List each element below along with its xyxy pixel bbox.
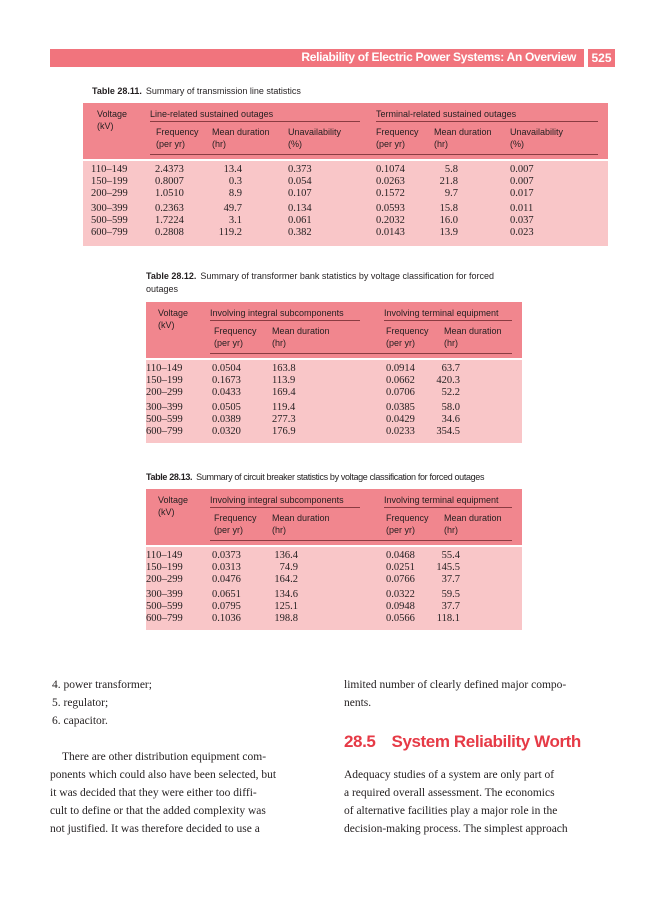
table2-cell: 0.0662 [386,375,415,386]
table1-cell: 5.8 [444,164,458,175]
table1-sub-header: Unavailability [288,127,342,137]
running-header-bar [50,49,584,67]
table2-label: Table 28.12. [146,271,197,281]
table2-cell: 0.0389 [212,414,241,425]
table1-cell: 13.4 [223,164,242,175]
table2-cell-voltage: 500–599 [146,414,183,425]
table3-cell-voltage: 600–799 [146,613,183,624]
table1-cell: 0.0143 [376,227,405,238]
table1-sub-header: Frequency [376,127,419,137]
table2-cell: 0.0233 [386,426,415,437]
table2-cell: 354.5 [436,426,460,437]
table-row [83,203,608,215]
table1-cell: 21.8 [439,176,458,187]
text-line: a required overall assessment. The economics [344,787,555,799]
table-row [146,387,522,399]
table3-cell: 0.0766 [386,574,415,585]
table-row [146,601,522,613]
table1-cell: 0.054 [288,176,312,187]
table3-cell-voltage: 110–149 [146,550,183,561]
table1-cell: 0.0593 [376,203,405,214]
table3-sub-header: Frequency [214,513,257,523]
table1-cell: 119.2 [218,227,242,238]
table-row [83,188,608,200]
table-row [146,402,522,414]
table1-body [83,161,608,246]
table3-cell: 0.1036 [212,613,241,624]
table3-body [146,547,522,630]
table3-cell: 136.4 [274,550,298,561]
text-line: Adequacy studies of a system are only part of [344,769,555,781]
section-number: 28.5 [344,732,376,751]
table3-label: Table 28.13. [146,472,193,482]
table3-cell: 0.0948 [386,601,415,612]
text-line: ponents which could also have been selected, but [50,769,277,781]
table2-sub-header: Frequency [386,326,429,336]
table1-cell: 0.007 [510,164,534,175]
table1-group2-rule [376,121,598,122]
table3-cell: 0.0251 [386,562,415,573]
running-header-title: Reliability of Electric Power Systems: An Overview [301,50,576,64]
table1-cell-voltage: 200–299 [91,188,128,199]
right-paragraph-top [344,676,614,712]
table1-cell: 0.8007 [155,176,184,187]
table2-cell-voltage: 600–799 [146,426,183,437]
table2-cell-voltage: 300–399 [146,402,183,413]
table-row [146,562,522,574]
table2-cell: 0.0914 [386,363,415,374]
table-row [83,227,608,239]
table-row [83,215,608,227]
table2-cell-voltage: 110–149 [146,363,183,374]
table-row [146,574,522,586]
table1-caption-text: Summary of transmission line statistics [145,86,301,96]
table1-sub-unit: (hr) [212,139,226,149]
table3-group1-header: Involving integral subcomponents [210,495,344,505]
table2-cell: 0.0385 [386,402,415,413]
list-item: 4. power transformer; [52,679,152,691]
table-row [146,613,522,625]
table1-sub-unit: (per yr) [156,139,185,149]
table2-caption-text: Summary of transformer bank statistics by voltage classification for forced [200,271,494,281]
table1-cell: 16.0 [439,215,458,226]
table1-cell: 0.017 [510,188,534,199]
table3-cell: 118.1 [436,613,460,624]
table1-sub-header: Frequency [156,127,199,137]
section-title: System Reliability Worth [391,732,581,751]
table3-sub-unit: (hr) [444,525,458,535]
table3-voltage-label: Voltage [158,495,189,505]
table1-cell: 2.4373 [155,164,184,175]
table2-sub-unit: (hr) [272,338,286,348]
table3-cell: 0.0468 [386,550,415,561]
table1-voltage-unit: (kV) [97,121,114,131]
table3-sub-unit: (per yr) [214,525,243,535]
table3-cell: 145.5 [436,562,460,573]
table1-cell: 0.3 [228,176,242,187]
table2-cell: 0.0505 [212,402,241,413]
table-row [83,164,608,176]
right-paragraph-bottom [344,766,614,838]
left-paragraph [50,748,324,838]
table1-cell: 0.373 [288,164,312,175]
table3-cell: 198.8 [274,613,298,624]
list-item: 6. capacitor. [52,715,108,727]
table3-sub-unit: (per yr) [386,525,415,535]
table1-cell: 0.2363 [155,203,184,214]
table2-cell: 63.7 [441,363,460,374]
table1-cell: 9.7 [444,188,458,199]
table2-sub-header: Mean duration [444,326,502,336]
table3-cell: 59.5 [441,589,460,600]
table-row [146,414,522,426]
table1-cell-voltage: 600–799 [91,227,128,238]
table2-cell: 34.6 [441,414,460,425]
table1-sub-header: Unavailability [510,127,564,137]
table1-cell-voltage: 300–399 [91,203,128,214]
table3-group2-rule [384,507,512,508]
table1-sub-unit: (%) [510,139,524,149]
table1-cell: 49.7 [223,203,242,214]
table1-group1-rule [150,121,360,122]
table-row [146,375,522,387]
table1-cell-voltage: 150–199 [91,176,128,187]
table1-group1-header: Line-related sustained outages [150,109,274,119]
text-line: not justified. It was therefore decided to use a [50,823,260,835]
table-row [146,589,522,601]
table1-sub-header: Mean duration [212,127,270,137]
table3-cell: 0.0651 [212,589,241,600]
table3-cell: 0.0322 [386,589,415,600]
table2-cell: 0.0320 [212,426,241,437]
table1-voltage-label: Voltage [97,109,128,119]
table1-cell: 13.9 [439,227,458,238]
table2-group1-header: Involving integral subcomponents [210,308,344,318]
table2-sub-unit: (per yr) [214,338,243,348]
table3-cell-voltage: 300–399 [146,589,183,600]
table1-group2-header: Terminal-related sustained outages [376,109,517,119]
table2-sub-header: Frequency [214,326,257,336]
table3-voltage-unit: (kV) [158,507,175,517]
table3-cell: 0.0795 [212,601,241,612]
table2-cell: 113.9 [272,375,296,386]
text-line: decision-making process. The simplest approach [344,823,568,835]
table1-cell: 0.1572 [376,188,405,199]
table2-cell: 119.4 [272,402,296,413]
table2-cell-voltage: 200–299 [146,387,183,398]
table2-voltage-label: Voltage [158,308,189,318]
table1-sub-header: Mean duration [434,127,492,137]
table3-cell: 0.0313 [212,562,241,573]
table3-group2-header: Involving terminal equipment [384,495,499,505]
table-row [83,176,608,188]
table1-cell: 0.134 [288,203,312,214]
page-number: 525 [588,49,615,67]
table1-cell: 1.7224 [155,215,184,226]
table1-cell: 0.061 [288,215,312,226]
table1-cell: 0.037 [510,215,534,226]
table-row [146,363,522,375]
table1-sub-unit: (per yr) [376,139,405,149]
table3-sub-header: Mean duration [444,513,502,523]
text-line: cult to define or that the added complexity was [50,805,266,817]
table2-cell: 163.8 [272,363,296,374]
table3-caption-text: Summary of circuit breaker statistics by voltage classification for forced outages [196,472,485,482]
table3-cell: 55.4 [441,550,460,561]
table1-cell: 1.0510 [155,188,184,199]
table3-cell: 0.0373 [212,550,241,561]
table2-cell-voltage: 150–199 [146,375,183,386]
table2-sub-unit: (per yr) [386,338,415,348]
table1-cell-voltage: 500–599 [91,215,128,226]
text-line: it was decided that they were either too diffi- [50,787,257,799]
table1-cell: 0.2808 [155,227,184,238]
table1-cell: 0.007 [510,176,534,187]
text-line: limited number of clearly defined major compo- [344,679,567,691]
table3-cell: 134.6 [274,589,298,600]
table3-sub-unit: (hr) [272,525,286,535]
table2-group2-rule [384,320,512,321]
table3-cell: 0.0476 [212,574,241,585]
table2-sub-header: Mean duration [272,326,330,336]
table3-sub-header: Frequency [386,513,429,523]
table1-cell: 0.011 [510,203,534,214]
text-line: nents. [344,697,372,709]
table1-cell: 8.9 [228,188,242,199]
table2-cell: 0.0433 [212,387,241,398]
table3-cell: 125.1 [274,601,298,612]
table2-group2-header: Involving terminal equipment [384,308,499,318]
table1-label: Table 28.11. [92,86,142,96]
table1-cell: 0.023 [510,227,534,238]
table3-cell: 74.9 [279,562,298,573]
table3-caption [146,472,484,483]
table1-cell: 3.1 [228,215,242,226]
table2-cell: 0.0706 [386,387,415,398]
table2-body [146,360,522,443]
list-item: 5. regulator; [52,697,109,709]
table2-cell: 0.1673 [212,375,241,386]
table1-cell-voltage: 110–149 [91,164,128,175]
table1-cell: 0.382 [288,227,312,238]
table2-caption [146,271,522,282]
table2-cell: 0.0504 [212,363,241,374]
table1-cell: 0.2032 [376,215,405,226]
table2-cell: 420.3 [436,375,460,386]
table1-cell: 0.107 [288,188,312,199]
table1-sub-unit: (%) [288,139,302,149]
table2-voltage-unit: (kV) [158,320,175,330]
table1-cell: 0.0263 [376,176,405,187]
table2-group1-rule [210,320,360,321]
table-row [146,426,522,438]
table2-cell: 52.2 [441,387,460,398]
component-list [52,676,152,730]
table3-cell: 37.7 [441,574,460,585]
table2-cell: 277.3 [272,414,296,425]
section-heading [344,732,581,752]
text-line: of alternative facilities play a major role in the [344,805,558,817]
table2-cell: 169.4 [272,387,296,398]
table3-sub-header: Mean duration [272,513,330,523]
table1-cell: 15.8 [439,203,458,214]
table1-header [83,103,608,159]
table2-sub-unit: (hr) [444,338,458,348]
text-line: There are other distribution equipment com- [62,751,267,763]
table2-header [146,302,522,358]
table3-cell: 164.2 [274,574,298,585]
table3-cell: 37.7 [441,601,460,612]
table3-header [146,489,522,545]
table3-cell: 0.0566 [386,613,415,624]
table3-group1-rule [210,507,360,508]
table2-caption-line2: outages [146,284,179,294]
table3-header-bottom-rule [210,540,512,541]
table3-cell-voltage: 150–199 [146,562,183,573]
table3-cell-voltage: 500–599 [146,601,183,612]
table2-cell: 176.9 [272,426,296,437]
table1-cell: 0.1074 [376,164,405,175]
table1-sub-unit: (hr) [434,139,448,149]
table1-header-bottom-rule [150,154,598,155]
table2-cell: 58.0 [441,402,460,413]
table2-cell: 0.0429 [386,414,415,425]
table-row [146,550,522,562]
table1-caption [92,86,301,97]
table2-header-bottom-rule [210,353,512,354]
table3-cell-voltage: 200–299 [146,574,183,585]
